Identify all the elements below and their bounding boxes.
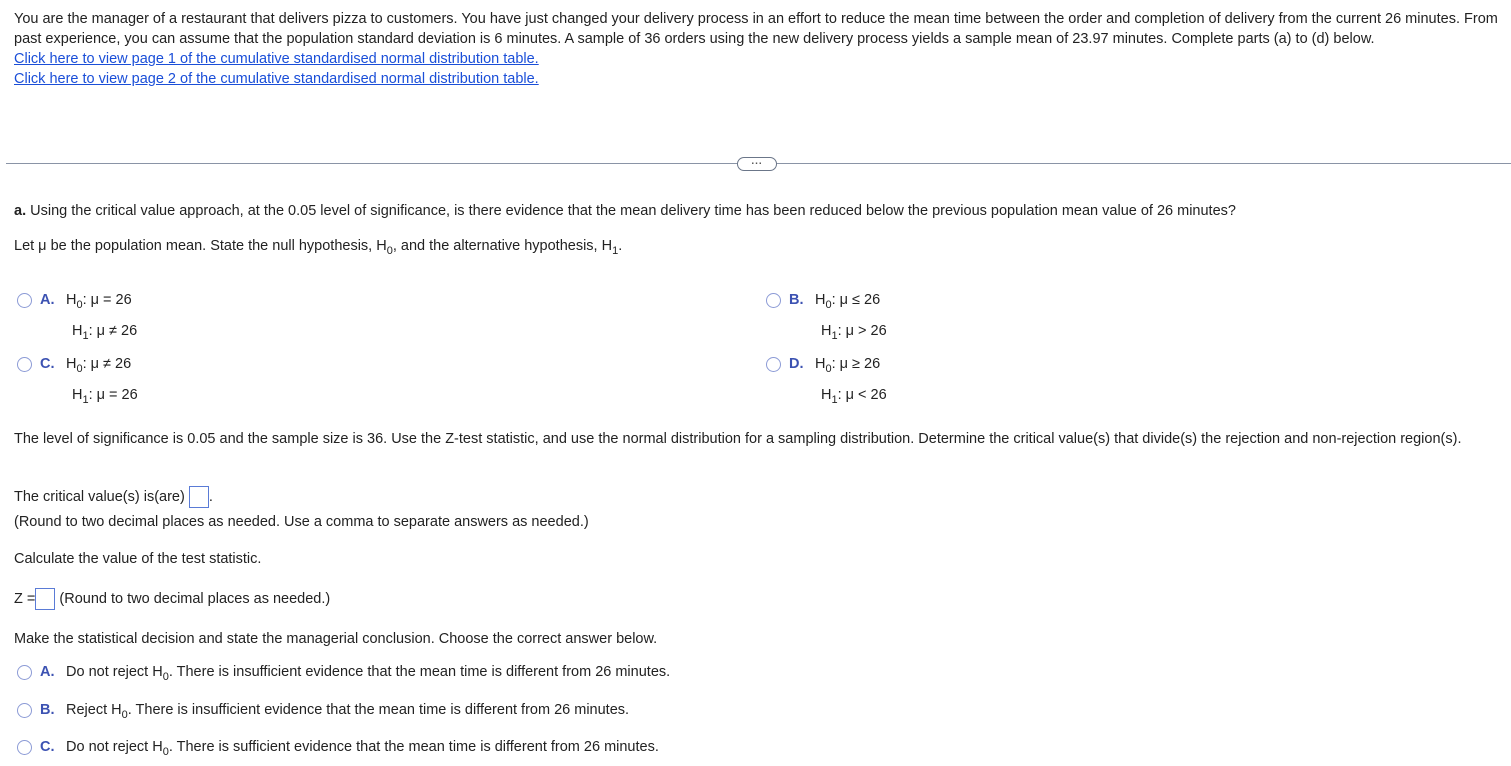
h1: μ > 26 xyxy=(845,322,887,339)
decision-option-c[interactable]: C. Do not reject $H_0$. There is sufficient evidence that the mean time is different from 26 minutes. xyxy=(17,734,659,765)
h0: μ ≥ 26 xyxy=(839,356,881,372)
part-a-question xyxy=(14,203,1494,219)
radio-button[interactable] xyxy=(17,293,32,308)
z-label: Z = xyxy=(14,590,36,607)
option-letter: D. xyxy=(789,356,804,372)
option-letter: B. xyxy=(40,702,55,718)
radio-button[interactable] xyxy=(17,665,32,680)
radio-button[interactable] xyxy=(766,293,781,308)
significance-text: The level of significance is 0.05 and the sample size is 36. Use the Z-test statistic, and use the normal distribution for a sampling distribution. Determine the critical value(s) that divide(s) the rejection and non-rejection region(s). xyxy=(14,431,1462,447)
decision-option-b[interactable]: B. Reject $H_0$. There is insufficient evidence that the mean time is different from 26 minutes. xyxy=(17,697,629,728)
instr-3: . xyxy=(618,238,623,254)
h0: μ ≠ 26 xyxy=(90,356,132,372)
radio-button[interactable] xyxy=(17,740,32,755)
critical-value-row: The critical value(s) is(are) . xyxy=(14,486,213,508)
pre: Reject H xyxy=(66,702,122,718)
h0: μ ≤ 26 xyxy=(839,292,881,308)
z-row xyxy=(14,588,330,610)
post: . There is insufficient evidence that the mean time is different from 26 minutes. xyxy=(168,664,671,680)
radio-button[interactable] xyxy=(17,703,32,718)
part-label: a. xyxy=(14,203,27,219)
option-letter: C. xyxy=(40,356,55,372)
option-letter: C. xyxy=(40,739,55,755)
hyp-option-d[interactable]: D. $H_0$: μ ≥ 26 $H_1$: μ < 26 xyxy=(766,351,887,413)
hyp-option-c[interactable]: C. $H_0$: μ ≠ 26 $H_1$: μ = 26 xyxy=(17,351,138,413)
expand-button[interactable]: ... xyxy=(737,157,777,171)
hypothesis-instruction: Let μ be the population mean. State the null hypothesis, $H_0$, and the alternative hypothesis, $H_1$. xyxy=(14,238,623,257)
instr-1: Let μ be the population mean. State the null hypothesis, H xyxy=(14,238,387,254)
z-input[interactable] xyxy=(35,588,55,610)
table-page-2-link[interactable]: Click here to view page 2 of the cumulative standardised normal distribution table. xyxy=(14,71,539,87)
calc-text: Calculate the value of the test statistic. xyxy=(14,551,262,567)
option-letter: A. xyxy=(40,292,55,308)
h1: μ = 26 xyxy=(96,386,138,403)
problem-intro xyxy=(14,9,1504,89)
instr-2: , and the alternative hypothesis, H xyxy=(392,238,613,254)
decision-text: Make the statistical decision and state the managerial conclusion. Choose the correct answer below. xyxy=(14,631,658,647)
decision-option-a[interactable]: A. Do not reject $H_0$. There is insufficient evidence that the mean time is different from 26 minutes. xyxy=(17,659,670,690)
h0: μ = 26 xyxy=(90,292,132,308)
hyp-option-b[interactable]: B. $H_0$: μ ≤ 26 $H_1$: μ > 26 xyxy=(766,287,887,349)
pre: Do not reject H xyxy=(66,739,163,755)
h1: μ < 26 xyxy=(845,386,887,403)
post: . There is insufficient evidence that the mean time is different from 26 minutes. xyxy=(127,702,630,718)
option-letter: B. xyxy=(789,292,804,308)
intro-text: You are the manager of a restaurant that delivers pizza to customers. You have just changed your delivery process in an effort to reduce the mean time between the order and completion of delivery from the current 26 minutes. From past experience, you can assume that the population standard deviation is 6 minutes. A sample of 36 orders using the new delivery process yields a sample mean of 23.97 minutes. Complete parts (a) to (d) below. xyxy=(14,11,1498,47)
radio-button[interactable] xyxy=(766,357,781,372)
radio-button[interactable] xyxy=(17,357,32,372)
h1: μ ≠ 26 xyxy=(96,322,138,339)
table-page-1-link[interactable]: Click here to view page 1 of the cumulative standardised normal distribution table. xyxy=(14,51,539,67)
option-letter: A. xyxy=(40,664,55,680)
critical-hint: (Round to two decimal places as needed. Use a comma to separate answers as needed.) xyxy=(14,514,589,530)
z-hint: (Round to two decimal places as needed.) xyxy=(59,590,331,607)
critical-label: The critical value(s) is(are) xyxy=(14,488,185,505)
pre: Do not reject H xyxy=(66,664,163,680)
critical-value-input[interactable] xyxy=(189,486,209,508)
post: . There is sufficient evidence that the mean time is different from 26 minutes. xyxy=(168,739,659,755)
hyp-option-a[interactable]: A. $H_0$: μ = 26 $H_1$: μ ≠ 26 xyxy=(17,287,137,349)
question-text: Using the critical value approach, at the 0.05 level of significance, is there evidence that the mean delivery time has been reduced below the previous population mean value of 26 minutes? xyxy=(30,203,1236,219)
